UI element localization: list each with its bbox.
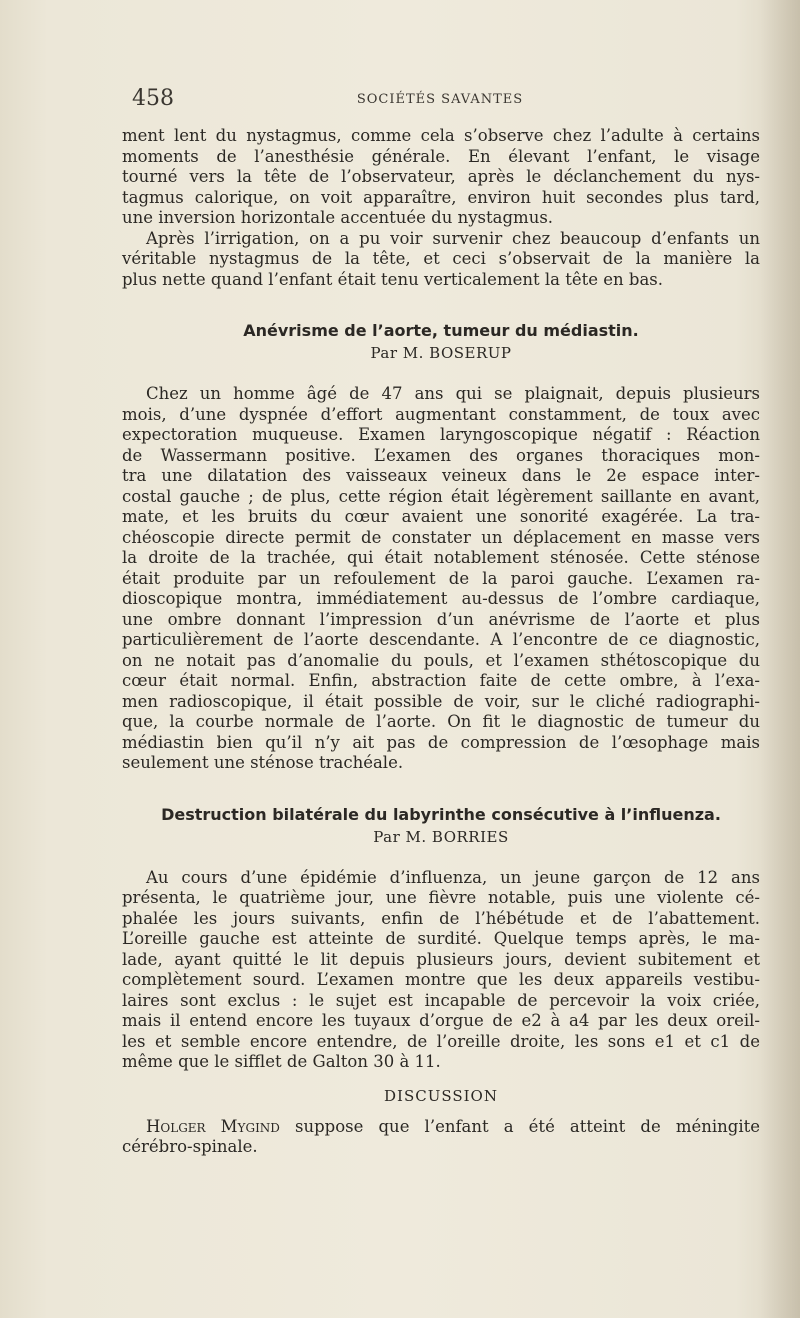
page-header [120,86,760,116]
page-edge-shadow [760,0,800,1318]
intro-paragraph [122,126,760,290]
page-number: 458 [132,86,174,111]
text-line: véritable nystagmus de la tête, et ceci s’observait de la manière la [122,249,760,268]
text-line: tourné vers la tête de l’observateur, après le déclanchement du nys- [122,167,760,186]
labyrinth-paragraph [122,868,760,1073]
text-line: la droite de la trachée, qui était notablement sténosée. Cette sténose [122,548,760,567]
text-line: médiastin bien qu’il n’y ait pas de compression de l’œsophage mais [122,732,760,752]
text-line: tra une dilatation des vaisseaux veineux dans le 2e espace inter- [122,466,760,485]
text-line: complètement sourd. L’examen montre que les deux appareils vestibu- [122,970,760,989]
section-title-labyrinth: Destruction bilatérale du labyrinthe consécutive à l’influenza. [161,804,721,824]
text-line: Au cours d’une épidémie d’influenza, un jeune garçon de 12 ans [146,867,760,887]
text-line: une inversion horizontale accentuée du nystagmus. [122,208,554,227]
text-line: mate, et les bruits du cœur avaient une sonorité exagérée. La tra- [122,507,760,526]
text-line: laires sont exclus : le sujet est incapable de percevoir la voix criée, [122,990,760,1010]
text-line: Après l’irrigation, on a pu voir survenir chez beaucoup d’enfants un [146,228,760,248]
text-line: mais il entend encore les tuyaux d’orgue de e2 à a4 par les deux oreil- [122,1011,760,1030]
text-line: men radioscopique, il était possible de voir, sur le cliché radiographi- [122,691,760,711]
text-line: une ombre donnant l’impression d’un anévrisme de l’aorte et plus [122,609,760,629]
text-line: était produite par un refoulement de la paroi gauche. L’examen ra- [122,568,760,588]
text-line: ment lent du nystagmus, comme cela s’observe chez l’adulte à certains [122,126,760,145]
text-line: dioscopique montra, immédiatement au-dessus de l’ombre cardiaque, [122,589,760,608]
section-author-boserup: Par M. BOSERUP [370,344,512,362]
text-line: Chez un homme âgé de 47 ans qui se plaignait, depuis plusieurs [146,384,760,403]
discussion-speaker: Holger Mygind [146,1116,280,1136]
text-line: L’oreille gauche est atteinte de surdité. Quelque temps après, le ma- [122,929,760,948]
body-text [122,126,760,1158]
discussion-heading: DISCUSSION [384,1086,498,1105]
text-line: tagmus calorique, on voit apparaître, environ huit secondes plus tard, [122,187,760,207]
text-line: les et semble encore entendre, de l’oreille droite, les sons e1 et c1 de [122,1031,760,1051]
text-line: mois, d’une dyspnée d’effort augmentant constamment, de toux avec [122,404,760,424]
text-line: moments de l’anesthésie générale. En élevant l’enfant, le visage [122,146,760,166]
discussion-text: suppose que l’enfant a été atteint de méningite [279,1116,760,1136]
text-line: particulièrement de l’aorte descendante. A l’encontre de ce diagnostic, [122,630,760,649]
running-head: SOCIÉTÉS SAVANTES [356,92,524,107]
text-line: chéoscopie directe permit de constater un déplacement en masse vers [122,527,760,547]
text-line: expectoration muqueuse. Examen laryngoscopique négatif : Réaction [122,425,760,444]
text-line: lade, ayant quitté le lit depuis plusieurs jours, devient subitement et [122,949,760,969]
aneurysm-paragraph [122,384,760,774]
section-author-borries: Par M. BORRIES [373,827,509,846]
text-line: seulement une sténose trachéale. [122,753,404,772]
text-line: présenta, le quatrième jour, une fièvre notable, puis une violente cé- [122,888,760,907]
text-line: même que le sifflet de Galton 30 à 11. [122,1052,441,1071]
text-line [122,1117,760,1138]
section-title-aneurysm: Anévrisme de l’aorte, tumeur du médiastin. [243,321,639,340]
text-line: on ne notait pas d’anomalie du pouls, et l’examen sthétoscopique du [122,650,760,670]
text-line: phalée les jours suivants, enfin de l’hébétude et de l’abattement. [122,908,760,928]
text-line: cœur était normal. Enfin, abstraction faite de cette ombre, à l’exa- [122,671,760,690]
text-line: plus nette quand l’enfant était tenu verticalement la tête en bas. [122,269,663,289]
text-line: de Wassermann positive. L’examen des organes thoraciques mon- [122,445,760,465]
discussion-paragraph [122,1117,760,1158]
text-line: que, la courbe normale de l’aorte. On fit le diagnostic de tumeur du [122,712,760,731]
text-line: cérébro-spinale. [122,1137,258,1156]
text-line: costal gauche ; de plus, cette région était légèrement saillante en avant, [122,486,760,506]
